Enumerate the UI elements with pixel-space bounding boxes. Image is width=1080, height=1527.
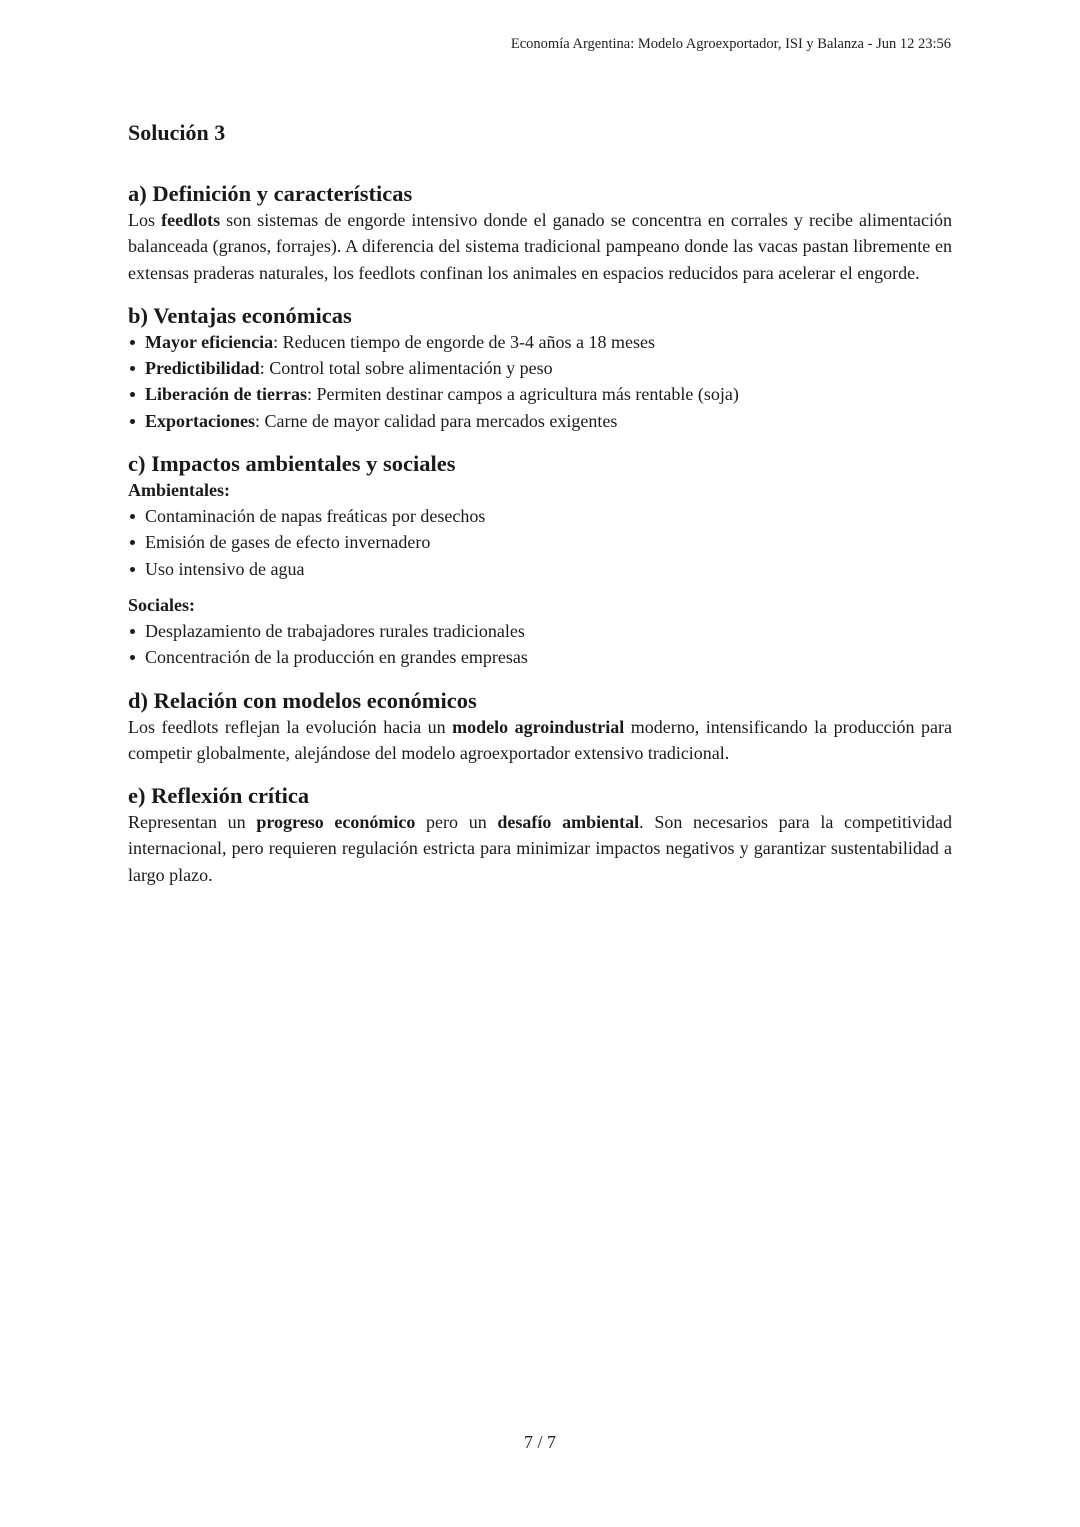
bold-term: Liberación de tierras [145, 384, 307, 405]
environmental-impacts-list [128, 503, 952, 582]
section-d-paragraph [128, 714, 952, 767]
section-d [128, 687, 952, 767]
text-run: Los [128, 210, 162, 230]
section-a [128, 180, 952, 286]
list-item: Emisión de gases de efecto invernadero [128, 529, 952, 555]
section-a-title: a) Definición y características [128, 181, 413, 206]
text-run: son sistemas de engorde intensivo donde el ganado se concentra en corrales y recibe alimentación balanceada (granos, forrajes). A diferencia del sistema tradicional pampeano donde las vacas pastan libremente en extensas praderas naturales, los feedlots confinan los animales en espacios reducidos para acelerar el engorde. [128, 210, 953, 283]
section-e-title: e) Reflexión crítica [128, 783, 310, 809]
list-item [128, 355, 952, 381]
bold-term: Predictibilidad [145, 358, 260, 379]
list-item: Concentración de la producción en grandes empresas [128, 644, 952, 670]
text-run: Los feedlots reflejan la evolución hacia un [128, 716, 453, 737]
text-run: Representan un [128, 812, 257, 833]
list-item: Uso intensivo de agua [128, 556, 952, 582]
text-run: pero un [415, 812, 498, 833]
bold-term: feedlots [161, 210, 221, 230]
sociales-label: Sociales: [128, 594, 195, 615]
section-e-paragraph [128, 809, 952, 888]
list-item [128, 408, 952, 434]
section-d-title: d) Relación con modelos económicos [128, 687, 477, 713]
section-b-title: b) Ventajas económicas [128, 302, 352, 328]
list-item [128, 381, 952, 407]
list-item: Desplazamiento de trabajadores rurales tradicionales [128, 618, 952, 644]
bold-term: modelo agroindustrial [452, 716, 625, 737]
text-run: . Son necesarios para la competitividad internacional, pero requieren regulación estricta para minimizar impactos negativos y garantizar sustentabilidad a largo plazo. [128, 812, 952, 885]
solution-title: Solución 3 [128, 120, 226, 145]
page-number: 7 / 7 [523, 1432, 556, 1452]
section-a-paragraph [128, 207, 952, 286]
list-item [128, 329, 952, 355]
bold-term: Exportaciones [145, 410, 255, 431]
section-c-title: c) Impactos ambientales y sociales [128, 451, 456, 477]
ambientales-label: Ambientales: [128, 480, 230, 501]
text-run: : Reducen tiempo de engorde de 3-4 años a 18 meses [273, 331, 656, 352]
bold-term: progreso económico [256, 812, 416, 833]
section-b [128, 302, 952, 434]
text-run: : Carne de mayor calidad para mercados exigentes [255, 410, 618, 431]
document-body [128, 120, 952, 888]
social-impacts-list [128, 618, 952, 671]
text-run: moderno, intensificando la producción para competir globalmente, alejándose del modelo agroexportador extensivo tradicional. [128, 716, 952, 763]
advantages-list [128, 329, 952, 434]
page-header: Economía Argentina: Modelo Agroexportador, ISI y Balanza - Jun 12 23:56 [510, 36, 951, 52]
text-run: : Permiten destinar campos a agricultura más rentable (soja) [306, 384, 739, 405]
list-item: Contaminación de napas freáticas por desechos [128, 503, 952, 529]
text-run: : Control total sobre alimentación y peso [259, 358, 553, 379]
section-e [128, 782, 952, 888]
bold-term: desafío ambiental [497, 812, 640, 833]
section-c [128, 450, 952, 670]
bold-term: Mayor eficiencia [145, 331, 274, 352]
